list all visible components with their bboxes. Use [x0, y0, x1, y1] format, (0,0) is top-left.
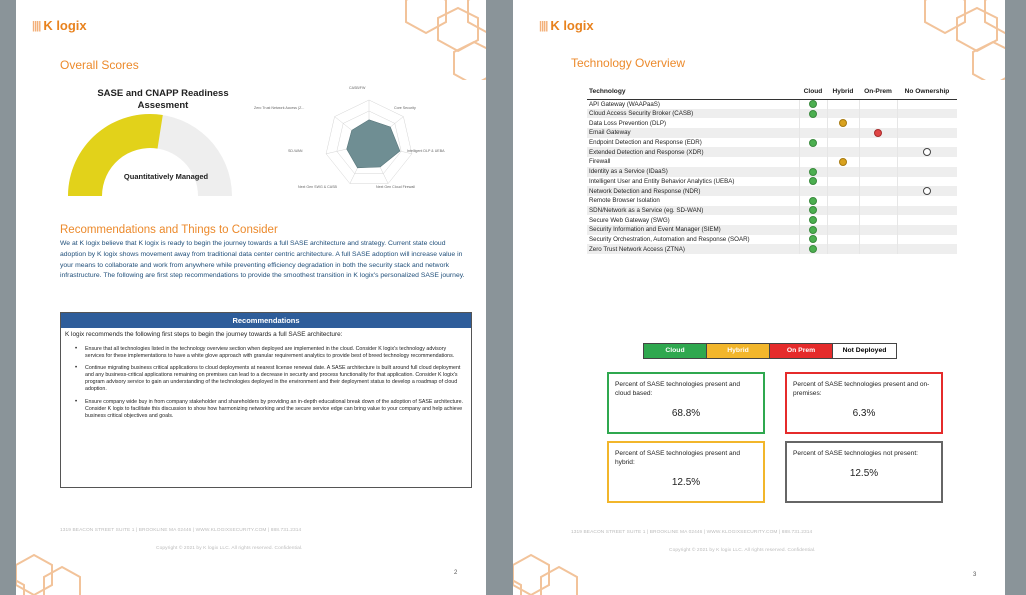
status-cell-hybrid	[827, 147, 859, 157]
status-cell-onprem	[859, 167, 897, 177]
k-logix-logo: |||| K logix	[539, 18, 594, 33]
gauge-maturity-label: Quantitatively Managed	[123, 172, 209, 181]
table-row	[587, 128, 957, 138]
radar-axis-label: SD-WAN	[288, 149, 303, 153]
gauge-title-line1: SASE and CNAPP Readiness	[97, 88, 229, 99]
gauge-fill	[68, 114, 163, 196]
technology-name: Security Information and Event Manager (SIEM)	[587, 225, 799, 235]
status-cell-none	[897, 215, 957, 225]
status-dot-cloud	[809, 177, 817, 185]
status-cell-none	[897, 138, 957, 148]
status-cell-onprem	[859, 177, 897, 187]
legend-cloud: Cloud	[644, 344, 707, 358]
status-cell-none	[897, 244, 957, 254]
technology-name: Security Orchestration, Automation and Response (SOAR)	[589, 235, 750, 243]
table-row	[587, 167, 957, 177]
status-dot-cloud	[809, 139, 817, 147]
radar-score-area	[347, 120, 400, 168]
status-cell-hybrid	[827, 196, 859, 206]
technology-name: SDN/Network as a Service (eg. SD-WAN)	[587, 206, 799, 216]
status-dot-cloud	[809, 168, 817, 176]
radar-axis-label: Next Gen Cloud Firewall	[376, 185, 415, 189]
status-cell-onprem	[859, 138, 897, 148]
technology-name: Email Gateway	[587, 128, 799, 138]
recommendation-item: • Ensure company wide buy in from company stakeholder and shareholders by providing an in-depth educational break down of the adoption of SASE architecture. Consider K logix to facilitate this discussion to show how harmonizing networking and the secure service edge can bring value to your company and help achieve business critical objectives and goals.	[85, 399, 465, 420]
status-cell-hybrid	[827, 235, 859, 245]
table-row	[587, 225, 957, 235]
stat-box-not-present	[785, 441, 943, 503]
status-cell-hybrid	[827, 118, 859, 128]
recommendations-box	[60, 312, 472, 488]
status-cell-hybrid	[827, 138, 859, 148]
recommendations-heading: Recommendations and Things to Consider	[60, 224, 278, 236]
document-page-2	[16, 0, 486, 595]
table-row	[587, 138, 957, 148]
stat-box-hybrid	[607, 441, 765, 503]
column-header-cloud: Cloud	[799, 85, 827, 99]
status-cell-onprem	[859, 186, 897, 196]
status-cell-onprem	[859, 118, 897, 128]
status-cell-cloud	[799, 128, 827, 138]
status-cell-cloud	[799, 157, 827, 167]
status-cell-none	[897, 118, 957, 128]
status-cell-onprem	[859, 244, 897, 254]
hexagon-decoration-bottom-left	[16, 525, 96, 595]
status-cell-none	[897, 235, 957, 245]
status-cell-hybrid	[827, 215, 859, 225]
logo-text: K logix	[550, 18, 594, 33]
status-dot-none	[923, 187, 931, 195]
technology-overview-title: Technology Overview	[571, 56, 686, 70]
technology-name: Cloud Access Security Broker (CASB)	[587, 109, 799, 119]
stat-value: 68.8%	[671, 408, 701, 419]
overall-scores-title: Overall Scores	[60, 58, 139, 72]
deployment-legend	[643, 343, 897, 359]
technology-name: Identity as a Service (IDaaS)	[587, 167, 799, 177]
status-dot-cloud	[809, 100, 817, 108]
status-cell-onprem	[859, 235, 897, 245]
stat-description: Percent of SASE technologies present and cloud based:	[615, 381, 740, 397]
recommendations-list	[61, 346, 471, 420]
status-cell-onprem	[859, 147, 897, 157]
column-header-hybrid: Hybrid	[827, 85, 859, 99]
recommendations-paragraph: We at K logix believe that K logix is ready to begin the journey towards a full SASE architecture and strategy. Current state cloud adoption by K logix shows movement away from traditional data center centric architecture. A full SASE adoption will increase value in your means to collaborate and work from anywhere while preventing efficiency degradation in both the security stack and network infrastructure. The following are first step recommendations to provide the smoothest transition in K logix's personalized SASE journey.	[60, 240, 465, 280]
technology-name: Intelligent User and Entity Behavior Analytics (UEBA)	[589, 177, 735, 185]
status-dot-cloud	[809, 226, 817, 234]
radar-axis-label: Next Gen SWG & CASB	[298, 185, 337, 189]
footer-copyright: Copyright © 2021 by K logix LLC. All rights reserved. Confidential.	[669, 548, 816, 553]
technology-name: Zero Trust Network Access (ZTNA)	[587, 244, 799, 254]
technology-table	[587, 85, 957, 254]
recommendations-box-header: Recommendations	[61, 313, 471, 328]
status-cell-hybrid	[827, 109, 859, 119]
status-cell-none	[897, 109, 957, 119]
status-cell-cloud	[799, 215, 827, 225]
status-cell-none	[897, 147, 957, 157]
gauge-title-line2: Assesment	[137, 100, 189, 111]
hexagon-decoration-bottom-left	[513, 525, 593, 595]
status-cell-cloud	[799, 177, 827, 187]
status-cell-none	[897, 177, 957, 187]
status-cell-onprem	[859, 109, 897, 119]
status-dot-cloud	[809, 206, 817, 214]
status-cell-none	[897, 225, 957, 235]
table-row	[587, 147, 957, 157]
status-cell-cloud	[799, 206, 827, 216]
table-row	[587, 109, 957, 119]
status-cell-cloud	[799, 99, 827, 109]
status-cell-hybrid	[827, 99, 859, 109]
table-row	[587, 244, 957, 254]
status-cell-hybrid	[827, 177, 859, 187]
footer-address: 1319 BEACON STREET SUITE 1 | BROOKLINE MA 02446 | WWW.KLOGIXSECURITY.COM | 888.731.2314	[60, 528, 302, 533]
table-row	[587, 196, 957, 206]
radar-axis-label: Zero Trust Network Access (Z...	[254, 106, 305, 110]
readiness-gauge	[60, 106, 240, 198]
page-number: 2	[454, 570, 458, 576]
status-cell-hybrid	[827, 206, 859, 216]
status-cell-cloud	[799, 235, 827, 245]
stat-description: Percent of SASE technologies present and hybrid:	[615, 450, 740, 466]
stat-description: Percent of SASE technologies present and on-premises:	[793, 381, 930, 397]
status-cell-hybrid	[827, 225, 859, 235]
column-header-on-prem: On-Prem	[859, 85, 897, 99]
stat-box-on-prem	[785, 372, 943, 434]
status-cell-onprem	[859, 225, 897, 235]
status-cell-onprem	[859, 215, 897, 225]
column-header-technology[interactable]: Technology	[587, 85, 799, 99]
technology-name: Data Loss Prevention (DLP)	[589, 119, 667, 127]
radar-axis-label: Core Security	[394, 106, 416, 110]
legend-not-deployed: Not Deployed	[833, 344, 896, 358]
status-dot-cloud	[809, 110, 817, 118]
status-cell-none	[897, 206, 957, 216]
status-cell-cloud	[799, 244, 827, 254]
table-row	[587, 157, 957, 167]
hexagon-decoration-top-right	[396, 0, 486, 80]
k-logix-logo: |||| K logix	[32, 18, 87, 33]
status-dot-cloud	[809, 235, 817, 243]
table-row	[587, 215, 957, 225]
status-dot-hybrid	[839, 119, 847, 127]
status-cell-hybrid	[827, 186, 859, 196]
status-cell-cloud	[799, 118, 827, 128]
status-dot-none	[923, 148, 931, 156]
status-cell-none	[897, 186, 957, 196]
technology-name: Network Detection and Response (NDR)	[587, 186, 799, 196]
status-cell-cloud	[799, 186, 827, 196]
table-row	[587, 206, 957, 216]
legend-hybrid: Hybrid	[707, 344, 770, 358]
radar-axis-label: Intelligent DLP & UEBA	[407, 149, 445, 153]
radar-axis-label: CASB/FW	[349, 86, 366, 90]
status-cell-cloud	[799, 138, 827, 148]
status-cell-none	[897, 128, 957, 138]
table-row	[587, 186, 957, 196]
technology-name: Extended Detection and Response (XDR)	[587, 147, 799, 157]
stat-box-cloud	[607, 372, 765, 434]
status-cell-none	[897, 196, 957, 206]
table-header-row	[587, 85, 957, 99]
status-cell-cloud	[799, 196, 827, 206]
status-cell-hybrid	[827, 157, 859, 167]
status-dot-cloud	[809, 245, 817, 253]
status-cell-none	[897, 157, 957, 167]
status-cell-hybrid	[827, 167, 859, 177]
logo-text: K logix	[43, 18, 87, 33]
status-cell-cloud	[799, 109, 827, 119]
status-cell-cloud	[799, 225, 827, 235]
footer-copyright: Copyright © 2021 by K logix LLC. All rights reserved. Confidential.	[156, 546, 303, 551]
status-cell-onprem	[859, 157, 897, 167]
status-cell-cloud	[799, 147, 827, 157]
legend-on-prem: On Prem	[770, 344, 833, 358]
footer-address: 1319 BEACON STREET SUITE 1 | BROOKLINE MA 02446 | WWW.KLOGIXSECURITY.COM | 888.731.2314	[571, 530, 813, 535]
technology-name: Firewall	[589, 158, 611, 166]
status-cell-hybrid	[827, 128, 859, 138]
technology-name: Remote Browser Isolation	[589, 197, 660, 205]
status-dot-cloud	[809, 216, 817, 224]
technology-name: Endpoint Detection and Response (EDR)	[589, 139, 702, 147]
status-dot-hybrid	[839, 158, 847, 166]
page-number: 3	[973, 572, 977, 578]
status-dot-cloud	[809, 197, 817, 205]
status-cell-hybrid	[827, 244, 859, 254]
status-cell-none	[897, 99, 957, 109]
document-page-3	[513, 0, 1005, 595]
table-row	[587, 118, 957, 128]
status-cell-cloud	[799, 167, 827, 177]
table-row	[587, 235, 957, 245]
stat-value: 6.3%	[852, 408, 876, 419]
stat-description: Percent of SASE technologies not present:	[793, 450, 918, 457]
recommendation-item: • Ensure that all technologies listed in the technology overview section when deployed are implemented in the cloud. Consider K logix's technology advisory services for these implementations to have a white glove approach with granular requirement analytics to provide best of breed technology recommendations.	[85, 346, 465, 360]
status-cell-none	[897, 167, 957, 177]
status-cell-onprem	[859, 196, 897, 206]
table-row	[587, 177, 957, 187]
status-cell-onprem	[859, 206, 897, 216]
table-row	[587, 99, 957, 109]
technology-name: API Gateway (WAAPaaS)	[589, 100, 660, 108]
stat-value: 12.5%	[671, 477, 701, 488]
recommendations-intro: K logix recommends the following first steps to begin the journey towards a full SASE architecture:	[65, 331, 343, 338]
column-header-no-ownership: No Ownership	[897, 85, 957, 99]
status-cell-onprem	[859, 99, 897, 109]
status-cell-onprem	[859, 128, 897, 138]
status-dot-onprem	[874, 129, 882, 137]
hexagon-decoration-top-right	[905, 0, 1005, 80]
recommendation-item: • Continue migrating business critical applications to cloud deployments at nearest license renewal date. A SASE architecture is built around full cloud deployment and any business-critical applications remaining on premises can lead to a decrease in security and process functionality for that application. Consider K logix's program advisory service to gain an understanding of the technologies deployed in the environment and their deployment status to develop a roadmap of cloud adoption.	[85, 365, 465, 393]
technology-name: Secure Web Gateway (SWG)	[589, 216, 670, 224]
stat-value: 12.5%	[849, 468, 879, 479]
